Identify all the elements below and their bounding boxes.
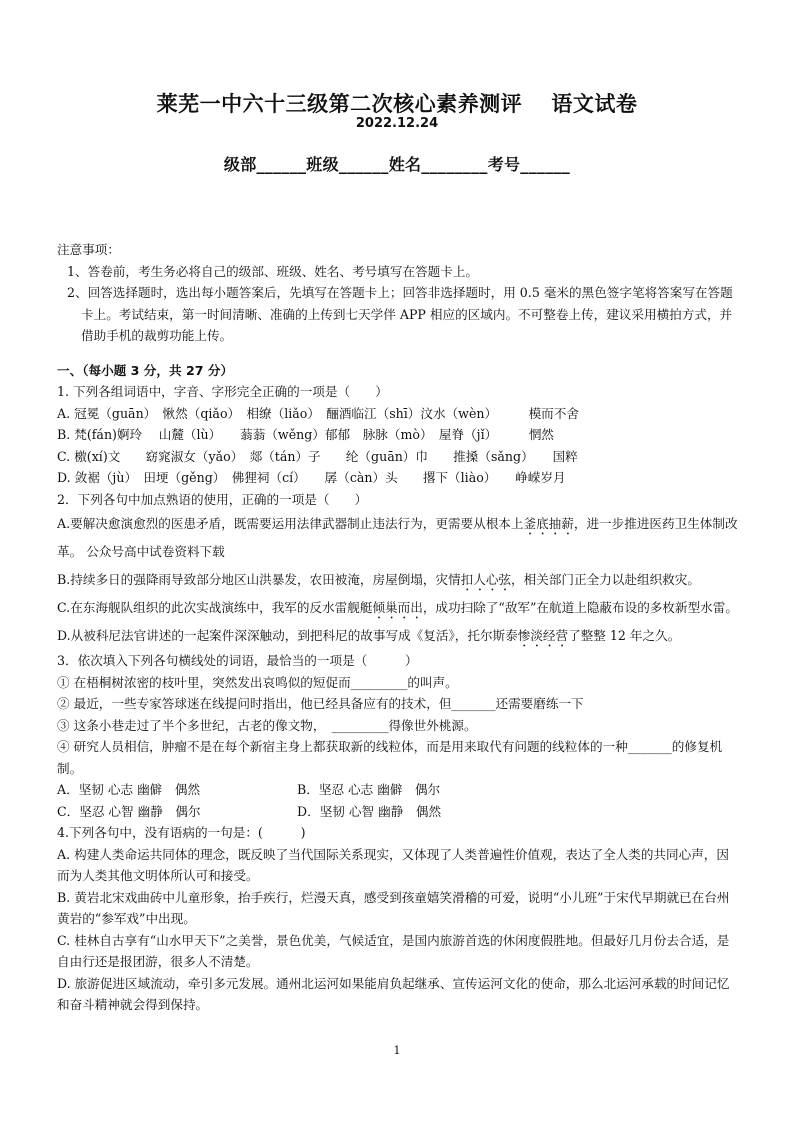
exam-date: 2022.12.24 <box>355 116 439 131</box>
q2-stem: 2．下列各句中加点熟语的使用，正确的一项是（ ） <box>57 491 368 507</box>
q3-sentence-2: ② 最近，一些专家答球迷在线提问时指出，他已经具备应有的技术，但_______还需要磨练一下 <box>57 696 584 711</box>
q2-b-idiom: 扣人心弦 <box>460 572 512 587</box>
notice-heading: 注意事项： <box>57 242 120 257</box>
q4-option-b: B. 黄岩北宋戏曲砖中儿童形象，抬手疾行，烂漫天真，感受到孩童嬉笑滑稽的可爱，说明“小儿班”于宋代早期就已在台州黄岩的“参军戏”中出现。 <box>57 889 730 926</box>
q2-c-text-1: C.在东海舰队组织的此次实战演练中，我军的反水雷舰艇 <box>57 600 373 615</box>
q2-b-text-1: B.持续多日的强降雨导致部分地区山洪暴发，农田被淹，房屋倒塌，灾情 <box>57 572 461 587</box>
q3-option-c: C．坚忍 心智 幽静 偶尔 <box>57 803 201 819</box>
q2-a-text-1: A.要解决愈演愈烈的医患矛盾，既需要运用法律武器制止违法行为，更需要从根本上 <box>57 516 524 531</box>
q3-sentence-4: ④ 研究人员相信，肿瘤不是在每个新宿主身上都获取新的线粒体，而是用来取代有问题的线粒体的一种_______的修复机制。 <box>57 739 723 776</box>
q1-option-a: A. 冠冕（guān） 愀然（qiǎo） 相缭（liǎo） 酾酒临江（shī）汶水（wèn） 模而不舍 <box>57 405 579 421</box>
q3-option-a: A．坚韧 心志 幽僻 偶然 <box>57 782 201 797</box>
q2-option-b <box>57 566 741 594</box>
notice-item-1: 1、答卷前，考生务必将自己的级部、班级、姓名、考号填写在答题卡上。 <box>67 263 479 279</box>
q2-c-text-2: ，成功扫除了“敌军”在航道上隐蔽布设的多枚新型水雷。 <box>422 600 738 615</box>
q2-a-text-2: ，进一步推进医药卫生体制改革。 公众号高中试卷资料下载 <box>57 516 738 559</box>
q4-option-c: C. 桂林自古享有“山水甲天下”之美誉，景色优美，气候适宜，是国内旅游首选的休闲度假胜地。但最好几月份去合适，是自由行还是报团游，很多人不清楚。 <box>57 932 730 969</box>
q1-option-d: D. 敛裾（jù） 田埂（gěng） 佛狸祠（cí） 孱（càn）头 撂下（liào） 峥嵘岁月 <box>57 470 566 485</box>
q2-c-idiom: 倾巢而出 <box>372 600 423 615</box>
notice-item-2: 2、回答选择题时，选出每小题答案后，先填写在答题卡上；回答非选择题时，用 0.5 毫米的黑色签字笔将答案写在答题卡上。考试结束，第一时间清晰、准确的上传到七天学伴 APP 相应的区域内。不可整卷上传，建议采用横拍方式，并借助手机的裁剪功能上传。 <box>67 285 733 343</box>
q4-stem: 4.下列各句中，没有语病的一句是：( ) <box>57 825 306 840</box>
q1-option-c: C. 檄(xí)文 窈窕淑女（yǎo） 郯（tán）子 纶（guān）巾 推搡（sǎng） 国粹 <box>57 448 578 464</box>
q2-d-idiom: 惨淡经营 <box>517 628 569 643</box>
q3-option-b: B．坚忍 心志 幽僻 偶尔 <box>297 782 441 797</box>
q4-option-d: D. 旅游促进区域流动，牵引多元发展。通州北运河如果能肩负起继承、宣传运河文化的使命，那么北运河承载的时间记忆和奋斗精神就会得到保持。 <box>57 975 730 1012</box>
q1-option-b: B. 梵(fán)婀玲 山麓（lù） 蓊蓊（wěng）郁郁 脉脉（mò） 屋脊（jǐ） 惘然 <box>57 427 554 442</box>
section-1-heading: 一、（每小题 3 分，共 27 分） <box>57 362 234 378</box>
student-info-line: 级部______班级______姓名________考号______ <box>223 155 571 174</box>
page-number: 1 <box>393 1044 401 1057</box>
q2-option-a <box>57 510 741 566</box>
q2-d-text-1: D.从被科尼法官讲述的一起案件深深触动，到把科尼的故事写成《复活》，托尔斯泰 <box>57 628 518 643</box>
q2-d-text-2: 了整整 12 年之久。 <box>568 628 681 643</box>
exam-title: 莱芜一中六十三级第二次核心素养测评 语文试卷 <box>156 92 638 116</box>
q3-sentence-3: ③ 这条小巷走过了半个多世纪，古老的像文物， _________得像世外桃源。 <box>57 717 477 733</box>
q4-option-a: A. 构建人类命运共同体的理念，既反映了当代国际关系现实，又体现了人类普遍性价值观，表达了全人类的共同心声，因而为人类其他文明体所认可和接受。 <box>57 846 729 883</box>
q3-option-d: D．坚韧 心智 幽静 偶然 <box>297 803 442 819</box>
q2-b-text-2: ，相关部门正全力以赴组织救灾。 <box>511 572 700 587</box>
q1-stem: 1. 下列各组词语中，字音、字形完全正确的一项是（ ） <box>57 384 388 399</box>
q3-stem: 3．依次填入下列各句横线处的词语，最恰当的一项是（ ） <box>57 653 418 668</box>
q3-sentence-1: ① 在梧桐树浓密的枝叶里，突然发出哀鸣似的短促而_________的叫声。 <box>57 674 458 690</box>
exam-content <box>57 239 741 1016</box>
q2-option-c <box>57 594 741 622</box>
q3-options-row-1 <box>57 779 741 801</box>
q2-a-idiom: 釜底抽薪 <box>523 516 574 531</box>
q3-options-row-2 <box>57 801 741 823</box>
q2-option-d <box>57 622 741 650</box>
